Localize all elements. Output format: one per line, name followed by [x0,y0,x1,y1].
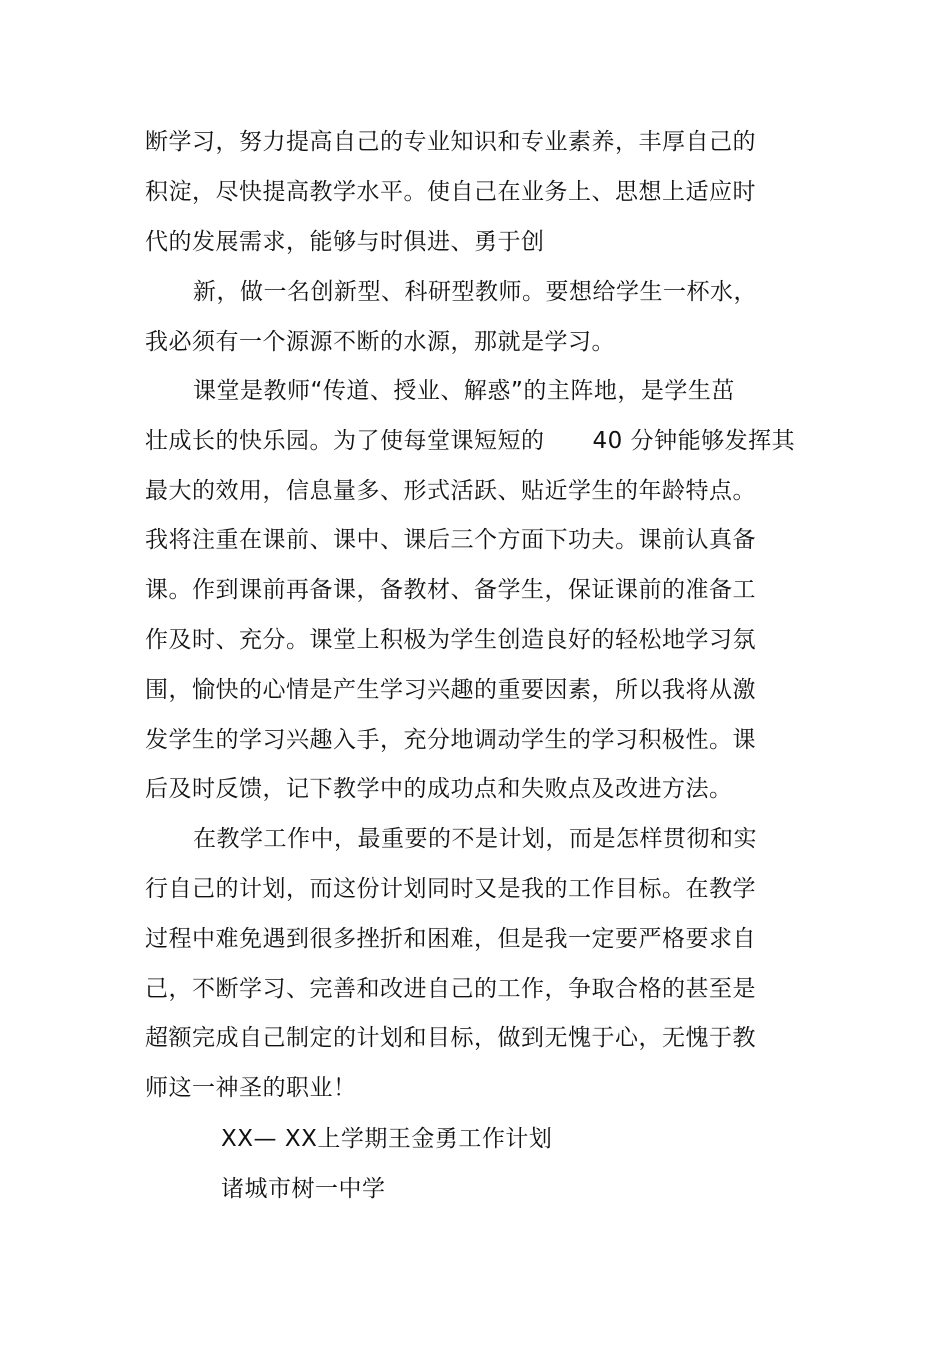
text-line: 发学生的学习兴趣入手，充分地调动学生的学习积极性。课 [145,727,756,753]
school-name: 诸城市树一中学 [221,1176,386,1202]
text-line: 最大的效用，信息量多、形式活跃、贴近学生的年龄特点。 [145,478,756,504]
text-line [145,426,795,456]
text-line: 代的发展需求，能够与时俱进、勇于创 [145,229,545,255]
text-line: 在教学工作中，最重要的不是计划，而是怎样贯彻和实 [193,826,757,852]
text-line: 后及时反馈，记下教学中的成功点和失败点及改进方法。 [145,776,733,802]
text-segment: 壮成长的快乐园。为了使每堂课短短的 [145,428,545,454]
text-line: 断学习，努力提高自己的专业知识和专业素养，丰厚自己的 [145,129,756,155]
text-line: 己，不断学习、完善和改进自己的工作，争取合格的甚至是 [145,976,756,1002]
text-line: 新，做一名创新型、科研型教师。要想给学生一杯水， [193,279,757,305]
text-line: 围，愉快的心情是产生学习兴趣的重要因素，所以我将从激 [145,677,756,703]
text-line: 我将注重在课前、课中、课后三个方面下功夫。课前认真备 [145,527,756,553]
text-line: 作及时、充分。课堂上积极为学生创造良好的轻松地学习氛 [145,627,756,653]
text-line: 超额完成自己制定的计划和目标，做到无愧于心，无愧于教 [145,1025,756,1051]
text-line: 行自己的计划，而这份计划同时又是我的工作目标。在教学 [145,876,756,902]
text-line: 课。作到课前再备课，备教材、备学生，保证课前的准备工 [145,577,756,603]
text-line: 课堂是教师“传道、授业、解惑”的主阵地，是学生茁 [193,378,735,404]
plan-title: XX— XX上学期王金勇工作计划 [221,1126,553,1152]
text-line: 师这一神圣的职业！ [145,1075,357,1101]
text-line: 过程中难免遇到很多挫折和困难，但是我一定要严格要求自 [145,926,756,952]
text-segment: 40 分钟能够发挥其 [592,428,796,454]
text-line: 我必须有一个源源不断的水源，那就是学习。 [145,329,615,355]
text-line: 积淀，尽快提高教学水平。使自己在业务上、思想上适应时 [145,179,756,205]
